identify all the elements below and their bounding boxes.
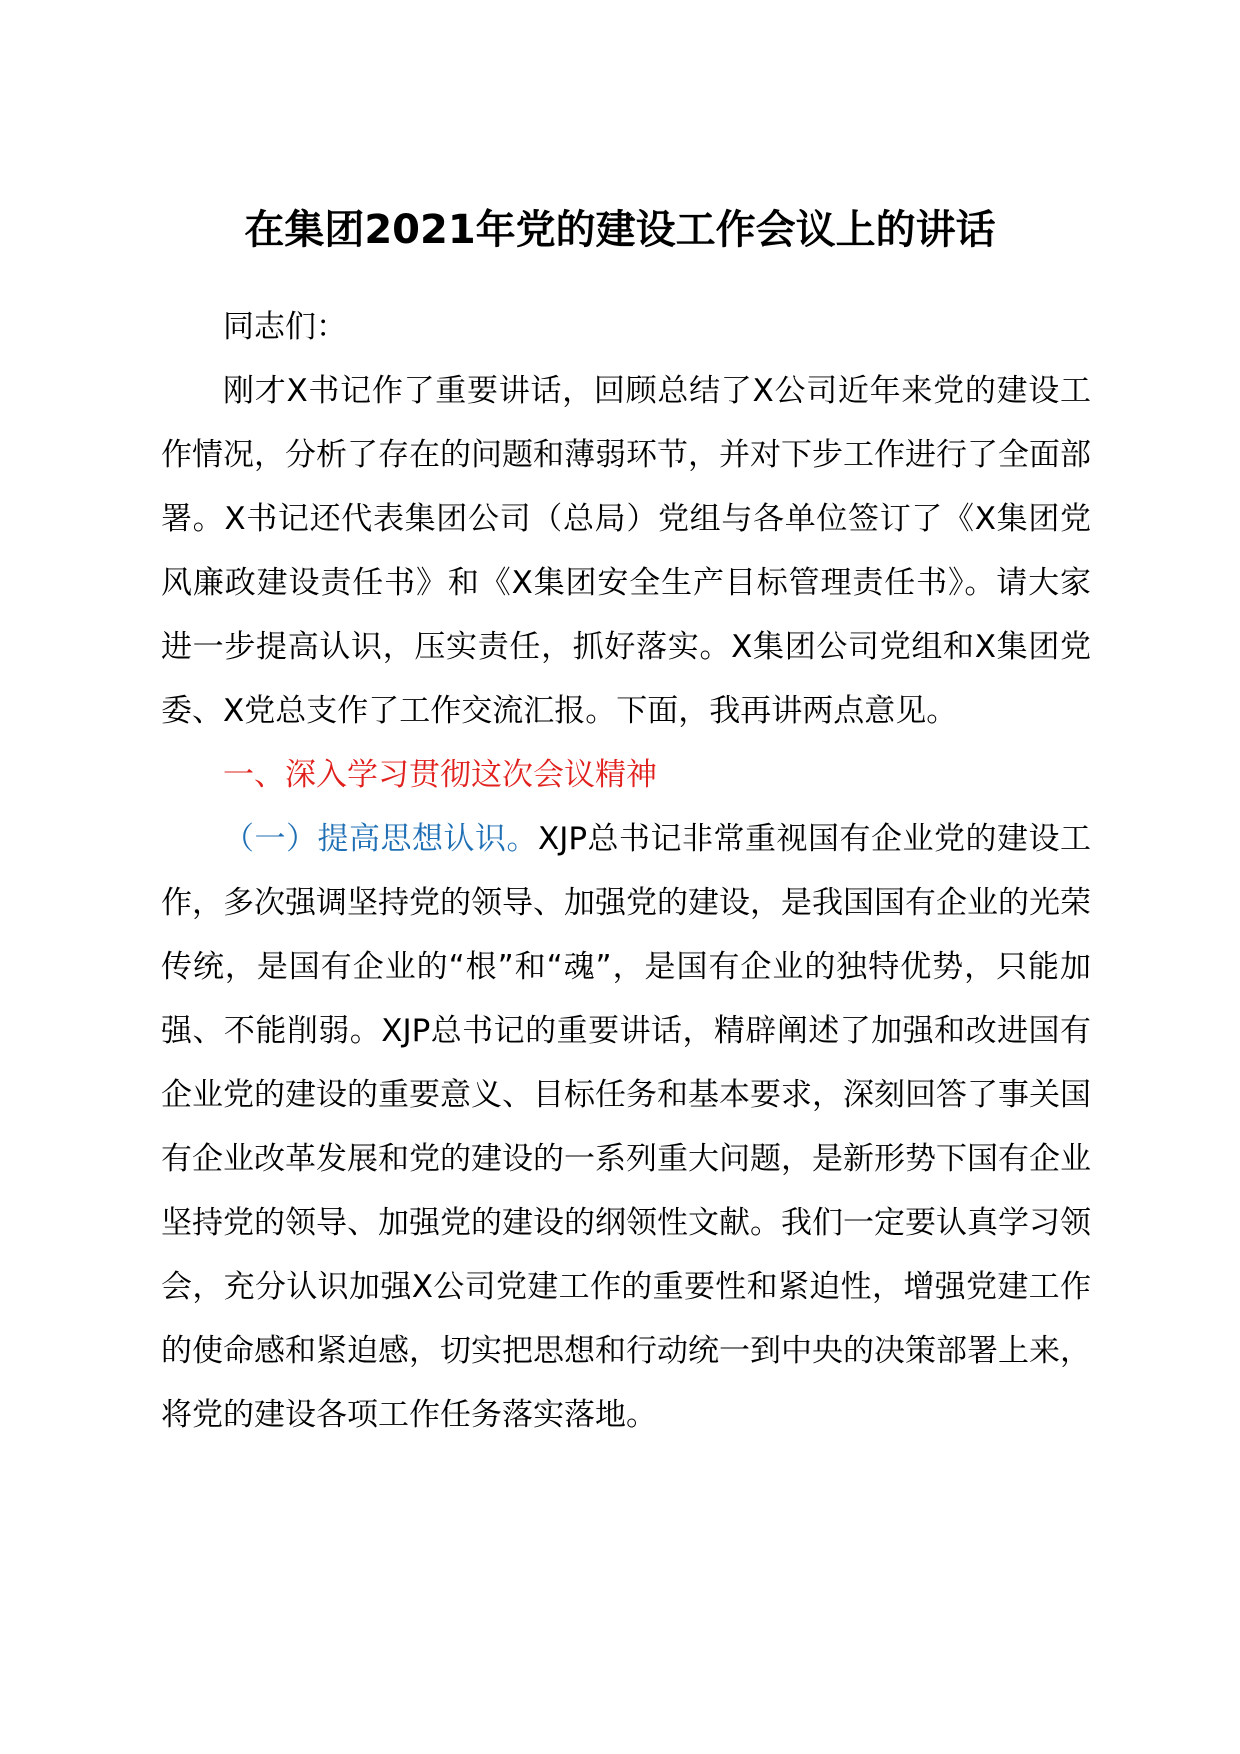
subsection-heading: （一）提高思想认识。 <box>223 821 538 857</box>
document-body <box>161 295 1091 1447</box>
paragraph-opening: 刚才X书记作了重要讲话，回顾总结了X公司近年来党的建设工作情况，分析了存在的问题和薄弱环节，并对下步工作进行了全面部署。X书记还代表集团公司（总局）党组与各单位签订了《X集团党风廉政建设责任书》和《X集团安全生产目标管理责任书》。请大家进一步提高认识，压实责任，抓好落实。X集团公司党组和X集团党委、X党总支作了工作交流汇报。下面，我再讲两点意见。 <box>161 373 1091 729</box>
paragraph-subsection <box>161 807 1091 1447</box>
salutation: 同志们： <box>223 309 347 345</box>
section-heading: 一、深入学习贯彻这次会议精神 <box>223 757 657 793</box>
subsection-body: XJP总书记非常重视国有企业党的建设工作，多次强调坚持党的领导、加强党的建设，是我国国有企业的光荣传统，是国有企业的“根”和“魂”，是国有企业的独特优势，只能加强、不能削弱。XJP总书记的重要讲话，精辟阐述了加强和改进国有企业党的建设的重要意义、目标任务和基本要求，深刻回答了事关国有企业改革发展和党的建设的一系列重大问题，是新形势下国有企业坚持党的领导、加强党的建设的纲领性文献。我们一定要认真学习领会，充分认识加强X公司党建工作的重要性和紧迫性，增强党建工作的使命感和紧迫感，切实把思想和行动统一到中央的决策部署上来，将党的建设各项工作任务落实落地。 <box>161 821 1092 1433</box>
document-title: 在集团2021年党的建设工作会议上的讲话 <box>244 207 996 253</box>
